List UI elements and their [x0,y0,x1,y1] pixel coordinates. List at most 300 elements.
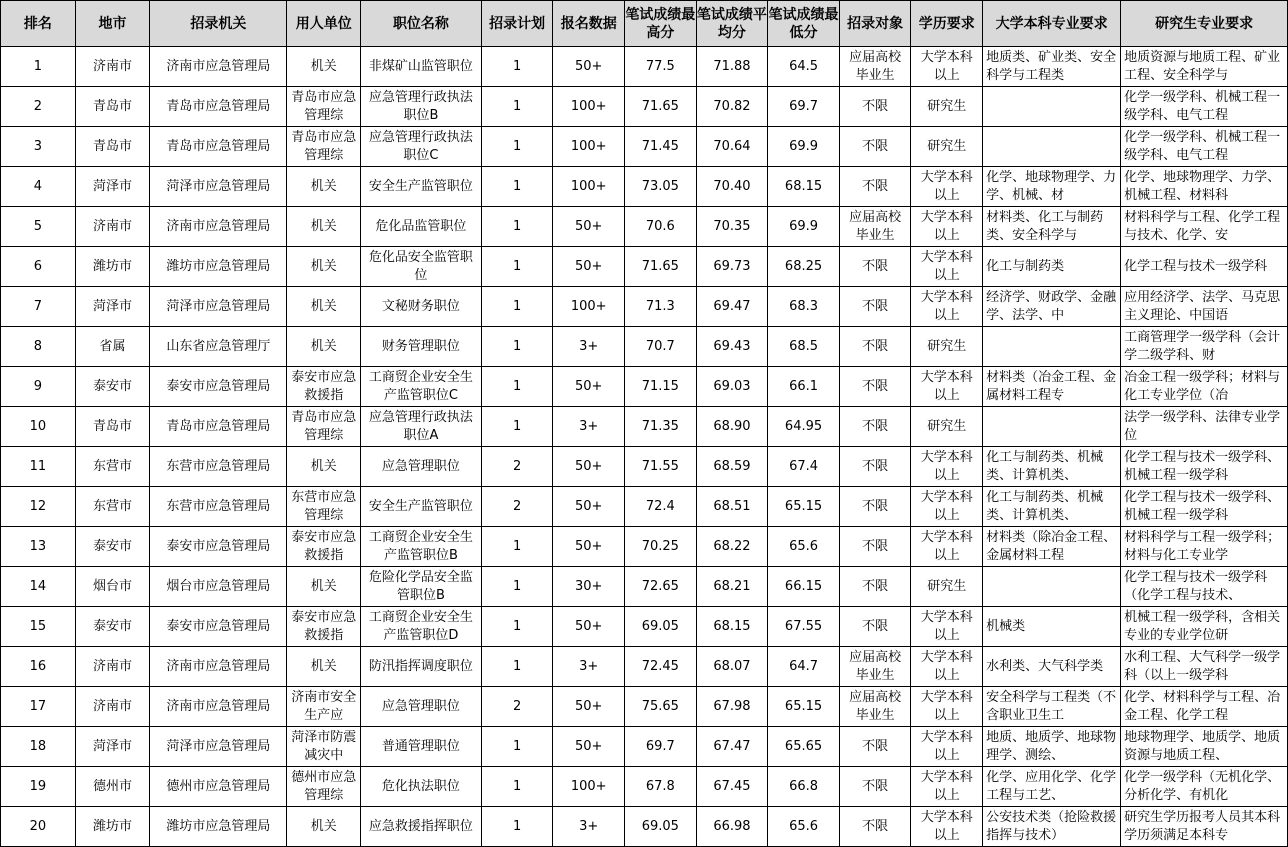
cell-text: 应急管理行政执法职位A [368,409,473,443]
cell-applicant-count [553,167,625,207]
cell-avg-score [696,407,768,447]
cell-text: 应急管理行政执法职位B [368,89,473,123]
cell-applicant-count [553,687,625,727]
cell-text: 1 [512,658,522,674]
cell-applicant-count [553,367,625,407]
cell-education [911,687,983,727]
cell-recruiting-agency [150,47,287,87]
cell-recruiting-agency [150,807,287,847]
cell-text: 研究生 [927,578,967,594]
cell-recruiting-agency [150,767,287,807]
cell-target-group [839,127,911,167]
cell-avg-score [696,47,768,87]
table-row [1,327,1288,367]
cell-text: 化学、材料科学与工程、冶金工程、化学工程 [1124,689,1281,723]
cell-text: 化学工程与技术一级学科、机械工程一级学科 [1124,449,1281,483]
cell-graduate-major [1121,687,1288,727]
cell-city [75,647,150,687]
cell-recruiting-agency [150,607,287,647]
cell-text: 安全生产监管职位 [368,498,473,514]
header-graduate-major: 研究生专业要求 [1121,1,1288,47]
cell-text: 1 [512,778,522,794]
cell-rank [1,607,76,647]
cell-text: 化学一级学科、机械工程一级学科、电气工程 [1124,129,1281,163]
cell-text: 16 [29,658,47,674]
cell-text: 67.8 [645,778,675,794]
cell-position-name [361,447,482,487]
cell-applicant-count [553,47,625,87]
cell-text: 3+ [579,818,599,834]
cell-rank [1,487,76,527]
cell-recruit-plan [481,287,553,327]
cell-text: 研究生 [927,138,967,154]
cell-text: 工商贸企业安全生产监管职位D [368,609,473,643]
cell-text: 71.35 [641,418,679,434]
cell-min-score [768,127,840,167]
cell-position-name [361,287,482,327]
cell-text: 泰安市 [93,378,133,394]
cell-employer [287,807,361,847]
cell-text: 危化品安全监管职位 [368,249,473,283]
cell-text: 1 [512,258,522,274]
cell-rank [1,807,76,847]
cell-text: 济南市应急管理局 [166,698,271,714]
cell-text: 66.1 [789,378,819,394]
cell-text: 青岛市 [93,98,133,114]
cell-employer [287,207,361,247]
cell-text: 64.5 [789,58,819,74]
cell-position-name [361,127,482,167]
cell-undergrad-major [983,167,1121,207]
cell-avg-score [696,287,768,327]
cell-text: 东营市应急管理局 [166,498,271,514]
cell-text: 大学本科以上 [920,169,973,203]
cell-text: 65.6 [789,538,819,554]
cell-recruiting-agency [150,127,287,167]
cell-rank [1,687,76,727]
cell-employer [287,87,361,127]
cell-text: 不限 [862,458,889,474]
header-max-score: 笔试成绩最高分 [625,1,697,47]
cell-text: 1 [512,98,522,114]
cell-text: 泰安市应急管理局 [166,538,271,554]
header-target-group: 招录对象 [839,1,911,47]
header-undergrad-major: 大学本科专业要求 [983,1,1121,47]
cell-target-group [839,47,911,87]
cell-applicant-count [553,487,625,527]
table-row [1,287,1288,327]
cell-city [75,87,150,127]
cell-text: 青岛市应急管理局 [166,418,271,434]
cell-text: 2 [33,98,42,114]
cell-text: 泰安市应急救援指 [291,369,357,403]
cell-avg-score [696,167,768,207]
header-rank: 排名 [1,1,76,47]
cell-text: 财务管理职位 [381,338,460,354]
cell-text: 机关 [310,338,337,354]
cell-max-score [625,407,697,447]
cell-text: 69.05 [641,818,679,834]
cell-text: 1 [512,418,522,434]
table-row [1,367,1288,407]
cell-avg-score [696,687,768,727]
cell-text: 10 [29,418,47,434]
cell-text: 大学本科以上 [920,609,973,643]
cell-text: 70.82 [713,98,751,114]
cell-rank [1,527,76,567]
cell-city [75,47,150,87]
cell-undergrad-major [983,287,1121,327]
cell-text: 68.51 [713,498,751,514]
cell-text: 菏泽市应急管理局 [166,178,271,194]
cell-applicant-count [553,727,625,767]
cell-max-score [625,87,697,127]
cell-text: 65.6 [789,818,819,834]
cell-text: 不限 [862,578,889,594]
cell-undergrad-major [983,207,1121,247]
header-avg-score: 笔试成绩平均分 [696,1,768,47]
cell-text: 1 [512,138,522,154]
table-row [1,167,1288,207]
table-header [1,1,1288,47]
cell-applicant-count [553,447,625,487]
cell-text: 机关 [310,178,337,194]
cell-avg-score [696,767,768,807]
cell-employer [287,127,361,167]
header-city: 地市 [75,1,150,47]
cell-undergrad-major [983,487,1121,527]
cell-target-group [839,807,911,847]
cell-text: 67.47 [713,738,751,754]
cell-graduate-major [1121,647,1288,687]
cell-text: 泰安市应急救援指 [291,609,357,643]
cell-city [75,567,150,607]
cell-text: 69.73 [713,258,751,274]
cell-applicant-count [553,807,625,847]
cell-undergrad-major [983,247,1121,287]
cell-text: 17 [29,698,47,714]
cell-employer [287,247,361,287]
cell-text: 18 [29,738,47,754]
cell-text: 50+ [574,378,603,394]
cell-text: 1 [512,58,522,74]
cell-text: 71.88 [713,58,751,74]
table-row [1,727,1288,767]
cell-text: 山东省应急管理厅 [166,338,271,354]
cell-employer [287,767,361,807]
cell-undergrad-major [983,127,1121,167]
cell-employer [287,287,361,327]
cell-text: 水利类、大气科学类 [986,658,1104,674]
cell-avg-score [696,527,768,567]
cell-recruiting-agency [150,727,287,767]
table-row [1,87,1288,127]
cell-text: 化工与制药类 [986,258,1065,274]
cell-text: 68.59 [713,458,751,474]
cell-text: 东营市 [93,498,133,514]
cell-graduate-major [1121,327,1288,367]
cell-text: 省属 [99,338,126,354]
cell-text: 1 [512,578,522,594]
cell-text: 材料类（冶金工程、金属材料工程专 [986,369,1117,403]
cell-target-group [839,767,911,807]
cell-education [911,767,983,807]
cell-text: 文秘财务职位 [381,298,460,314]
cell-min-score [768,367,840,407]
cell-text: 65.15 [784,498,823,514]
cell-city [75,407,150,447]
cell-text: 东营市应急管理综 [291,489,357,523]
cell-city [75,687,150,727]
cell-avg-score [696,247,768,287]
cell-text: 大学本科以上 [920,489,973,523]
cell-target-group [839,287,911,327]
cell-education [911,367,983,407]
cell-text: 不限 [862,178,889,194]
cell-city [75,727,150,767]
cell-text: 机关 [310,218,337,234]
table-row [1,647,1288,687]
cell-text: 3+ [579,658,599,674]
cell-recruit-plan [481,87,553,127]
cell-text: 济南市应急管理局 [166,58,271,74]
cell-text: 大学本科以上 [920,729,973,763]
cell-education [911,647,983,687]
header-position-name: 职位名称 [361,1,482,47]
cell-text: 67.45 [713,778,751,794]
cell-text: 大学本科以上 [920,649,973,683]
cell-position-name [361,647,482,687]
cell-recruiting-agency [150,487,287,527]
cell-text: 2 [512,458,522,474]
cell-target-group [839,167,911,207]
cell-text: 机械工程一级学科，含相关专业的专业学位研 [1124,609,1281,643]
cell-text: 应届高校毕业生 [849,689,902,723]
cell-text: 69.03 [713,378,751,394]
cell-undergrad-major [983,567,1121,607]
cell-target-group [839,687,911,727]
cell-text: 化学、地球物理学、力学、机械、材 [986,169,1117,203]
cell-text: 化学工程与技术一级学科（化学工程与技术、 [1124,569,1268,603]
cell-text: 青岛市应急管理局 [166,98,271,114]
cell-text: 烟台市应急管理局 [166,578,271,594]
cell-graduate-major [1121,567,1288,607]
cell-text: 65.15 [784,698,823,714]
cell-text: 经济学、财政学、金融学、法学、中 [986,289,1117,323]
cell-text: 不限 [862,338,889,354]
cell-rank [1,207,76,247]
cell-undergrad-major [983,727,1121,767]
header-recruiting-agency: 招录机关 [150,1,287,47]
table-row [1,807,1288,847]
cell-recruit-plan [481,247,553,287]
cell-text: 100+ [570,138,607,154]
cell-target-group [839,527,911,567]
cell-text: 不限 [862,778,889,794]
cell-employer [287,727,361,767]
cell-applicant-count [553,87,625,127]
cell-text: 泰安市 [93,618,133,634]
cell-employer [287,367,361,407]
cell-text: 7 [33,298,42,314]
cell-max-score [625,207,697,247]
cell-education [911,407,983,447]
cell-applicant-count [553,127,625,167]
cell-text: 大学本科以上 [920,249,973,283]
cell-target-group [839,367,911,407]
cell-recruiting-agency [150,407,287,447]
cell-avg-score [696,447,768,487]
cell-max-score [625,687,697,727]
cell-avg-score [696,567,768,607]
cell-text: 50+ [574,458,603,474]
cell-text: 68.07 [713,658,751,674]
cell-position-name [361,767,482,807]
cell-text: 66.8 [789,778,819,794]
cell-city [75,327,150,367]
cell-text: 50+ [574,738,603,754]
cell-text: 普通管理职位 [381,738,460,754]
cell-text: 材料类、化工与制药类、安全科学与 [986,209,1104,243]
cell-undergrad-major [983,407,1121,447]
cell-text: 法学一级学科、法律专业学位 [1124,409,1281,443]
cell-graduate-major [1121,487,1288,527]
cell-rank [1,647,76,687]
cell-text: 应用经济学、法学、马克思主义理论、中国语 [1124,289,1281,323]
cell-text: 2 [512,698,522,714]
cell-position-name [361,487,482,527]
cell-education [911,87,983,127]
cell-text: 100+ [570,778,607,794]
cell-text: 5 [33,218,42,234]
cell-recruiting-agency [150,647,287,687]
cell-position-name [361,727,482,767]
cell-text: 泰安市 [93,538,133,554]
cell-max-score [625,767,697,807]
cell-text: 不限 [862,498,889,514]
cell-text: 东营市应急管理局 [166,458,271,474]
cell-text: 68.90 [713,418,751,434]
cell-undergrad-major [983,527,1121,567]
cell-text: 济南市 [93,658,133,674]
cell-text: 70.7 [645,338,675,354]
cell-applicant-count [553,287,625,327]
cell-text: 68.3 [789,298,819,314]
cell-min-score [768,767,840,807]
cell-graduate-major [1121,47,1288,87]
cell-recruiting-agency [150,567,287,607]
cell-text: 菏泽市应急管理局 [166,738,271,754]
cell-city [75,807,150,847]
cell-text: 70.25 [641,538,679,554]
cell-text: 72.65 [641,578,679,594]
cell-recruit-plan [481,167,553,207]
cell-employer [287,527,361,567]
cell-position-name [361,807,482,847]
cell-avg-score [696,487,768,527]
cell-undergrad-major [983,47,1121,87]
cell-text: 70.35 [713,218,751,234]
cell-text: 泰安市应急救援指 [291,529,357,563]
cell-text: 50+ [574,258,603,274]
cell-text: 潍坊市 [93,818,133,834]
cell-text: 1 [512,618,522,634]
cell-rank [1,167,76,207]
cell-text: 机关 [310,658,337,674]
cell-position-name [361,327,482,367]
cell-text: 防汛指挥调度职位 [368,658,473,674]
table-body [1,47,1288,847]
cell-text: 1 [512,178,522,194]
cell-text: 安全生产监管职位 [368,178,473,194]
cell-min-score [768,527,840,567]
cell-graduate-major [1121,127,1288,167]
cell-text: 71.65 [641,98,679,114]
cell-recruiting-agency [150,247,287,287]
cell-text: 不限 [862,298,889,314]
cell-education [911,447,983,487]
cell-min-score [768,647,840,687]
cell-text: 公安技术类（抢险救援指挥与技术） [986,809,1117,843]
cell-position-name [361,407,482,447]
cell-text: 大学本科以上 [920,369,973,403]
cell-text: 机械类 [986,618,1026,634]
cell-target-group [839,487,911,527]
table-row [1,127,1288,167]
cell-text: 1 [512,298,522,314]
cell-text: 德州市应急管理综 [291,769,357,803]
cell-min-score [768,87,840,127]
cell-applicant-count [553,767,625,807]
cell-rank [1,327,76,367]
cell-text: 75.65 [641,698,679,714]
cell-text: 济南市安全生产应 [291,689,357,723]
cell-text: 64.95 [784,418,823,434]
cell-text: 69.7 [789,98,819,114]
cell-undergrad-major [983,87,1121,127]
cell-text: 69.7 [645,738,675,754]
cell-recruiting-agency [150,687,287,727]
cell-text: 67.55 [784,618,823,634]
cell-education [911,567,983,607]
cell-text: 6 [33,258,42,274]
cell-city [75,527,150,567]
cell-min-score [768,167,840,207]
cell-text: 潍坊市应急管理局 [166,258,271,274]
cell-position-name [361,687,482,727]
cell-text: 3+ [579,338,599,354]
cell-undergrad-major [983,447,1121,487]
cell-recruit-plan [481,727,553,767]
cell-target-group [839,207,911,247]
cell-employer [287,47,361,87]
cell-text: 材料科学与工程、化学工程与技术、化学、安 [1124,209,1281,243]
cell-city [75,247,150,287]
cell-graduate-major [1121,527,1288,567]
cell-max-score [625,487,697,527]
cell-text: 不限 [862,258,889,274]
cell-position-name [361,207,482,247]
cell-text: 化学工程与技术一级学科、机械工程一级学科 [1124,489,1281,523]
cell-text: 100+ [570,98,607,114]
cell-max-score [625,127,697,167]
cell-text: 机关 [310,298,337,314]
cell-text: 68.21 [713,578,751,594]
cell-applicant-count [553,647,625,687]
cell-recruit-plan [481,327,553,367]
cell-text: 8 [33,338,42,354]
header-employer: 用人单位 [287,1,361,47]
